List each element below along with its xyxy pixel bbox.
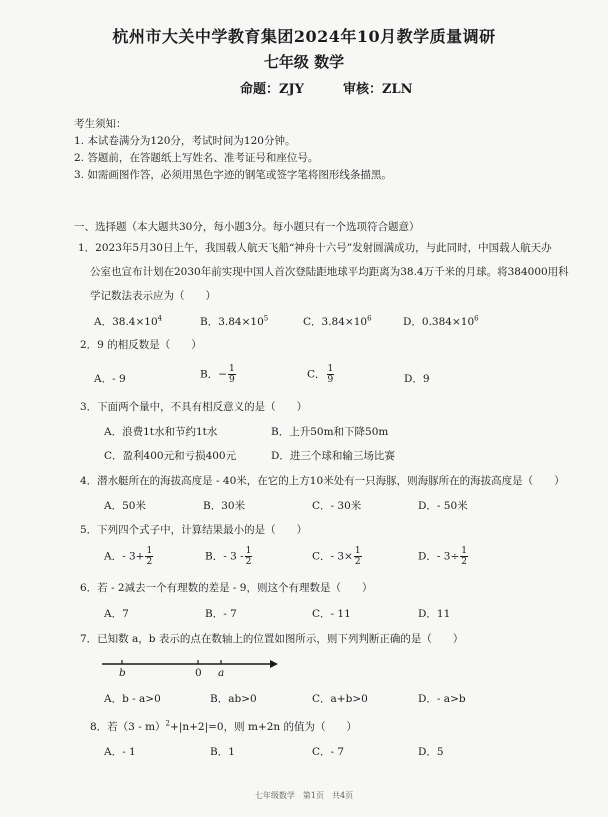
q5-option-c: C．- 3× $\frac{1}{2}$ (312, 546, 361, 567)
q5-stem: 5．下列四个式子中，计算结果最小的是（ ） (80, 524, 308, 536)
q1-option-c: C．$3.84\times 10^6$ (303, 314, 372, 328)
reviewer-value: ZLN (382, 82, 413, 97)
q1-option-b: B．$3.84\times 10^5$ (200, 314, 269, 328)
notice-item-3: 3. 如需画图作答，必须用黑色字迹的钢笔或签字笔将图形线条描黑。 (74, 169, 392, 181)
q2-option-b: B．− $\frac{1}{9}$ (200, 364, 235, 385)
author-value: ZJY (279, 82, 304, 97)
q3-option-c: C．盈利400元和亏损400元 (104, 450, 237, 462)
section-heading: 一、选择题（本大题共30分，每小题3分。每小题只有一个选项符合题意） (74, 221, 420, 233)
q8-option-d: D．5 (418, 746, 444, 758)
q1-line-2: 公室也宣布计划在2030年前实现中国人首次登陆距地球平均距离为38.4万千米的月球。将384000用科 (90, 266, 569, 278)
q1-option-d: D．$0.384\times 10^6$ (403, 314, 479, 328)
q5-option-d: D．- 3÷ $\frac{1}{2}$ (418, 546, 468, 567)
q4-option-d: D．- 50米 (418, 500, 468, 512)
q3-option-b: B．上升50m和下降50m (271, 426, 389, 438)
q1-line-3: 学记数法表示应为（ ） (90, 290, 216, 302)
notice-item-2: 2. 答题前，在答题纸上写姓名、准考证号和座位号。 (74, 152, 319, 164)
q2-option-d: D．9 (404, 373, 430, 385)
page-subtitle: 七年级 数学 (263, 53, 345, 71)
q8-stem: 8．若（3 - m）$^2$+|n+2|=0，则 m+2n 的值为（ ） (90, 719, 357, 733)
q5-option-b: B．- 3 - $\frac{1}{2}$ (205, 546, 252, 567)
q3-stem: 3．下面两个量中，不具有相反意义的是（ ） (80, 401, 308, 413)
q7-option-d: D．- a>b (418, 693, 466, 705)
q4-option-a: A．50米 (104, 500, 146, 512)
q2-stem: 2．9 的相反数是（ ） (80, 339, 202, 351)
page-title: 杭州市大关中学教育集团2024年10月教学质量调研 (112, 27, 496, 46)
q1-option-a: A．$38.4\times 10^4$ (94, 314, 163, 328)
q6-option-a: A．7 (104, 608, 129, 620)
q5-option-a: A．- 3+ $\frac{1}{2}$ (104, 546, 153, 567)
q4-option-b: B．30米 (203, 500, 246, 512)
notice-heading: 考生须知： (74, 118, 127, 130)
page-footer: 七年级数学 第1页 共4页 (254, 791, 354, 800)
author-label: 命题： (240, 82, 280, 97)
q4-stem: 4．潜水艇所在的海拔高度是 - 40米，在它的上方10米处有一只海豚，则海豚所在的海拔高度是（ ） (80, 475, 565, 487)
q6-stem: 6．若 - 2减去一个有理数的差是 - 9，则这个有理数是（ ） (80, 582, 373, 594)
notice-item-1: 1. 本试卷满分为120分，考试时间为120分钟。 (74, 135, 296, 147)
reviewer-label: 审核： (343, 82, 383, 97)
q2-option-c: C． $\frac{1}{9}$ (307, 364, 334, 385)
q1-line-1: 1．2023年5月30日上午，我国载人航天飞船“神舟十六号”发射圆满成功，与此同时，中国载人航天办 (78, 242, 552, 254)
q7-option-a: A．b - a>0 (104, 693, 161, 705)
label-zero: 0 (195, 667, 202, 679)
number-line (100, 654, 280, 680)
q8-option-c: C．- 7 (312, 746, 345, 758)
q6-option-b: B．- 7 (205, 608, 237, 620)
author-line (240, 78, 413, 97)
q7-option-c: C．a+b>0 (312, 693, 368, 705)
label-a: a (218, 667, 225, 679)
q2-option-a: A．- 9 (94, 373, 126, 385)
q4-option-c: C．- 30米 (312, 500, 362, 512)
number-line-arrow-icon (270, 660, 278, 668)
q3-option-a: A．浪费1t水和节约1t水 (104, 426, 218, 438)
q3-option-d: D．进三个球和输三场比赛 (271, 450, 395, 462)
q6-option-d: D．11 (418, 608, 451, 620)
label-b: b (119, 667, 126, 679)
q8-option-b: B．1 (210, 746, 235, 758)
q7-option-b: B．ab>0 (210, 693, 257, 705)
q6-option-c: C．- 11 (312, 608, 351, 620)
q7-stem: 7．已知数 a，b 表示的点在数轴上的位置如图所示，则下列判断正确的是（ ） (80, 633, 464, 645)
q8-option-a: A．- 1 (104, 746, 136, 758)
